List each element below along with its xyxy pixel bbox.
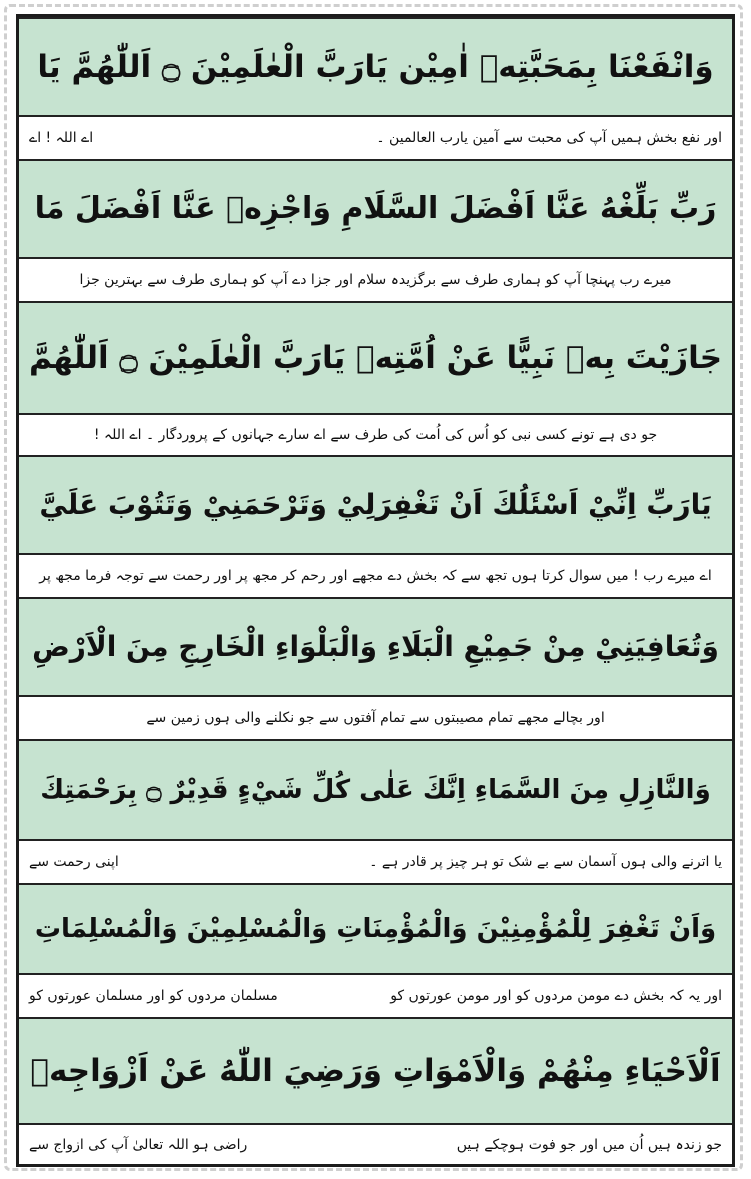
arabic-line-7: وَاَنْ تَغْفِرَ لِلْمُؤْمِنِيْنَ وَالْمُؤْمِنَاتِ وَالْمُسْلِمِيْنَ وَالْمُسْلِمَاتِ <box>19 883 732 975</box>
urdu-line-2-part-1: میرے رب پہنچا آپ کو ہماری طرف سے برگزیدہ سلام اور جزا دے آپ کو ہماری طرف سے بہترین جزا <box>79 272 672 288</box>
arabic-line-6: وَالنَّازِلِ مِنَ السَّمَاءِ اِنَّكَ عَلٰى كُلِّ شَيْءٍ قَدِيْرٌ ۝ بِرَحْمَتِكَ <box>19 739 732 841</box>
urdu-line-1 <box>19 117 732 159</box>
urdu-line-7 <box>19 975 732 1017</box>
arabic-line-1: وَانْفَعْنَا بِمَحَبَّتِهٖ اٰمِيْن يَارَبَّ الْعٰلَمِيْنَ ۝ اَللّٰهُمَّ يَا <box>19 17 732 117</box>
urdu-line-6-part-1: یا اترنے والی ہوں آسمان سے بے شک تو ہر چیز پر قادر ہے ۔ <box>369 854 722 870</box>
urdu-line-5-part-1: اور بچالے مجھے تمام مصیبتوں سے تمام آفتوں سے جو نکلنے والی ہوں زمین سے <box>146 710 605 726</box>
urdu-line-4 <box>19 555 732 597</box>
prayer-page <box>16 14 735 1167</box>
urdu-line-5 <box>19 697 732 739</box>
urdu-line-8-part-2: راضی ہو اللہ تعالیٰ آپ کی ازواج سے <box>29 1136 248 1153</box>
urdu-line-8-part-1: جو زندہ ہیں اُن میں اور جو فوت ہوچکے ہیں <box>456 1136 722 1153</box>
urdu-line-2 <box>19 259 732 301</box>
arabic-line-3: جَازَيْتَ بِهٖ نَبِيًّا عَنْ اُمَّتِهٖ يَارَبَّ الْعٰلَمِيْنَ ۝ اَللّٰهُمَّ <box>19 301 732 415</box>
arabic-line-8: اَلْاَحْيَاءِ مِنْهُمْ وَالْاَمْوَاتِ وَرَضِيَ اللّٰهُ عَنْ اَزْوَاجِهٖ <box>19 1017 732 1125</box>
urdu-line-4-part-1: اے میرے رب ! میں سوال کرتا ہوں تجھ سے کہ بخش دے مجھے اور رحم کر مجھ پر اور رحمت سے توجہ فرما مجھ پر <box>39 568 712 584</box>
arabic-line-4: يَارَبِّ اِنِّيْ اَسْئَلُكَ اَنْ تَغْفِرَلِيْ وَتَرْحَمَنِيْ وَتَتُوْبَ عَلَيَّ <box>19 455 732 555</box>
urdu-line-3 <box>19 415 732 455</box>
urdu-line-6 <box>19 841 732 883</box>
urdu-line-3-part-1: جو دی ہے تونے کسی نبی کو اُس کی اُمت کی طرف سے اے سارے جہانوں کے پروردگار ۔ اے اللہ ! <box>93 427 658 443</box>
urdu-line-1-part-2: اے اللہ ! اے <box>29 130 94 146</box>
urdu-line-7-part-1: اور یہ کہ بخش دے مومن مردوں کو اور مومن عورتوں کو <box>390 988 722 1004</box>
arabic-line-5: وَتُعَافِيَنِيْ مِنْ جَمِيْعِ الْبَلَاءِ وَالْبَلْوَاءِ الْخَارِجِ مِنَ الْاَرْضِ <box>19 597 732 697</box>
urdu-line-6-part-2: اپنی رحمت سے <box>29 854 119 870</box>
urdu-line-7-part-2: مسلمان مردوں کو اور مسلمان عورتوں کو <box>29 988 278 1004</box>
urdu-line-8 <box>19 1125 732 1164</box>
arabic-line-2: رَبِّ بَلِّغْهُ عَنَّا اَفْضَلَ السَّلَامِ وَاجْزِهٖ عَنَّا اَفْضَلَ مَا <box>19 159 732 259</box>
urdu-line-1-part-1: اور نفع بخش ہمیں آپ کی محبت سے آمین یارب العالمین ۔ <box>376 130 722 146</box>
